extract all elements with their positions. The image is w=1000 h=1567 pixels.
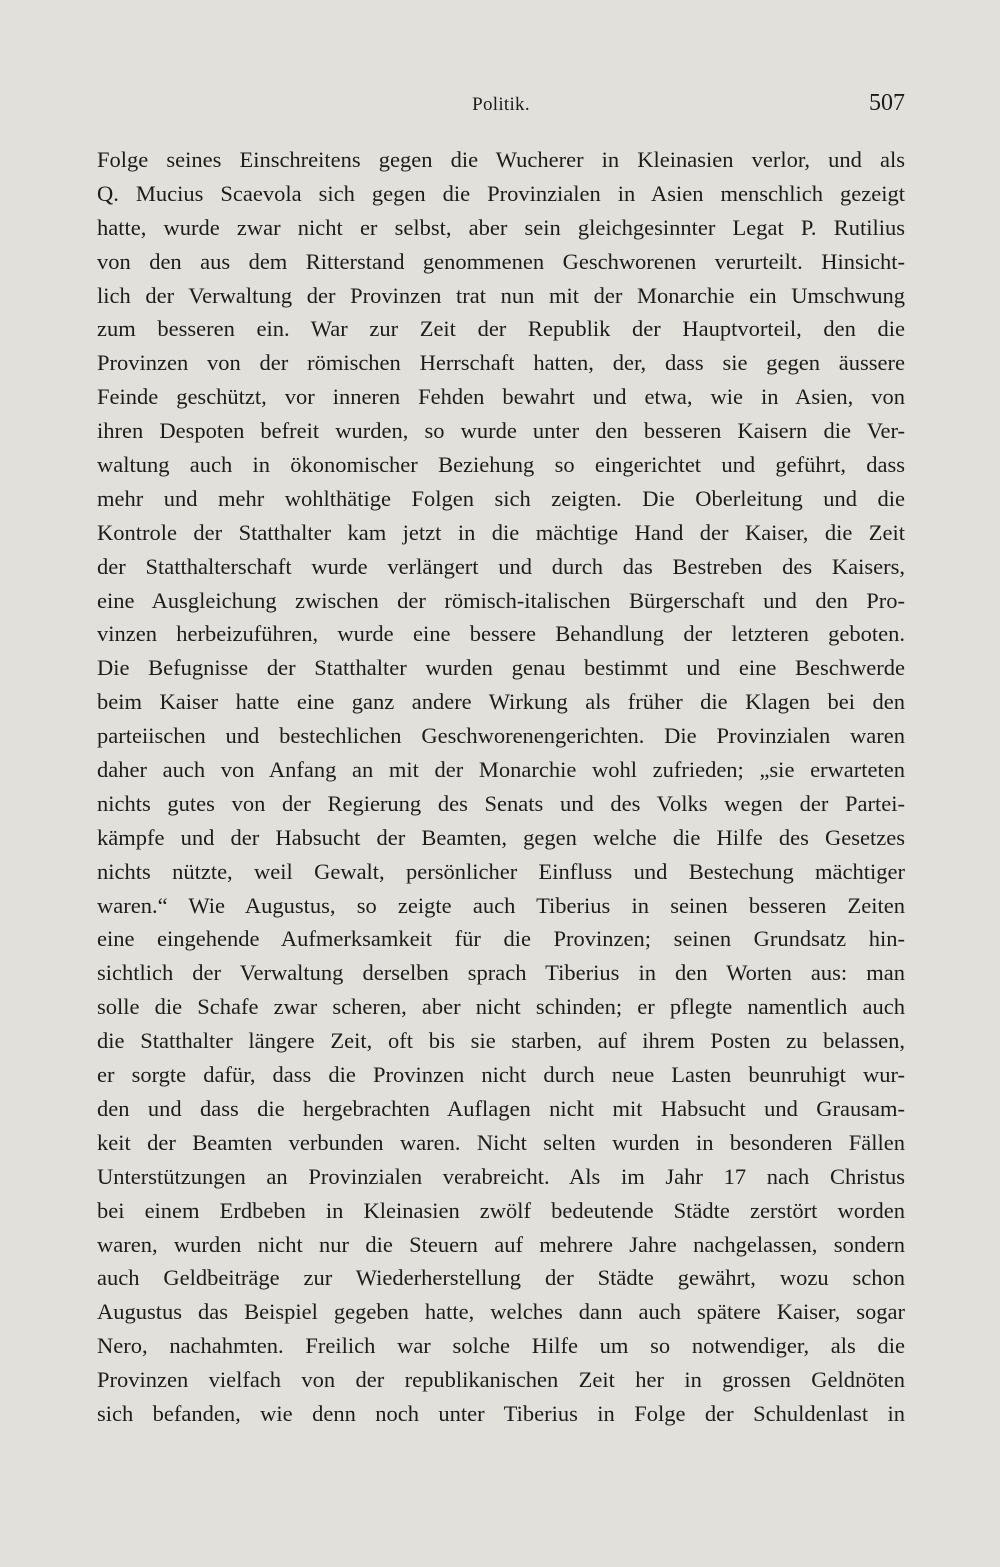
text-line: den und dass die hergebrachten Auflagen nicht mit Habsucht und Grausam- xyxy=(97,1095,905,1121)
text-line: keit der Beamten verbunden waren. Nicht selten wurden in besonderen Fällen xyxy=(97,1129,905,1155)
text-line: Feinde geschützt, vor inneren Fehden bewahrt und etwa, wie in Asien, von xyxy=(97,384,905,410)
text-line: sichtlich der Verwaltung derselben sprach Tiberius in den Worten aus: man xyxy=(97,960,905,986)
text-line: parteiischen und bestechlichen Geschworenengerichten. Die Provinzialen waren xyxy=(97,723,905,749)
text-line: Nero, nachahmten. Freilich war solche Hilfe um so notwendiger, als die xyxy=(97,1333,905,1359)
text-line: mehr und mehr wohlthätige Folgen sich zeigten. Die Oberleitung und die xyxy=(97,485,905,511)
text-line: hatte, wurde zwar nicht er selbst, aber sein gleichgesinnter Legat P. Rutilius xyxy=(97,214,905,240)
text-line: nichts nützte, weil Gewalt, persönlicher Einfluss und Bestechung mächtiger xyxy=(97,858,905,884)
text-line: Folge seines Einschreitens gegen die Wucherer in Kleinasien verlor, und als xyxy=(97,147,905,172)
text-line: waltung auch in ökonomischer Beziehung so eingerichtet und geführt, dass xyxy=(97,452,905,478)
text-line: der Statthalterschaft wurde verlängert und durch das Bestreben des Kaisers, xyxy=(97,553,905,579)
text-line: zum besseren ein. War zur Zeit der Republik der Hauptvorteil, den die xyxy=(97,316,905,342)
body-text xyxy=(97,143,905,1431)
text-line: Kontrole der Statthalter kam jetzt in die mächtige Hand der Kaiser, die Zeit xyxy=(97,519,905,545)
running-title: Politik. xyxy=(472,94,530,115)
text-line: beim Kaiser hatte eine ganz andere Wirkung als früher die Klagen bei den xyxy=(97,689,905,715)
text-line: kämpfe und der Habsucht der Beamten, gegen welche die Hilfe des Gesetzes xyxy=(97,824,905,850)
text-line: nichts gutes von der Regierung des Senats und des Volks wegen der Partei- xyxy=(97,790,905,816)
text-line: Provinzen von der römischen Herrschaft hatten, der, dass sie gegen äussere xyxy=(97,350,905,376)
text-line: solle die Schafe zwar scheren, aber nicht schinden; er pflegte namentlich auch xyxy=(97,994,905,1020)
text-line: Provinzen vielfach von der republikanischen Zeit her in grossen Geldnöten xyxy=(97,1367,905,1393)
text-line: Q. Mucius Scaevola sich gegen die Provinzialen in Asien menschlich gezeigt xyxy=(97,180,905,206)
page-number: 507 xyxy=(869,90,905,116)
text-line: von den aus dem Ritterstand genommenen Geschworenen verurteilt. Hinsicht- xyxy=(97,248,905,274)
text-line: waren, wurden nicht nur die Steuern auf mehrere Jahre nachgelassen, sondern xyxy=(97,1231,905,1257)
text-line: bei einem Erdbeben in Kleinasien zwölf bedeutende Städte zerstört worden xyxy=(97,1197,905,1223)
text-line: daher auch von Anfang an mit der Monarchie wohl zufrieden; „sie erwarteten xyxy=(97,757,905,783)
text-line: waren.“ Wie Augustus, so zeigte auch Tiberius in seinen besseren Zeiten xyxy=(97,892,905,918)
text-line: sich befanden, wie denn noch unter Tiberius in Folge der Schuldenlast in xyxy=(97,1400,905,1426)
text-line: auch Geldbeiträge zur Wiederherstellung der Städte gewährt, wozu schon xyxy=(97,1265,905,1291)
text-line: Die Befugnisse der Statthalter wurden genau bestimmt und eine Beschwerde xyxy=(97,655,905,681)
text-line: lich der Verwaltung der Provinzen trat nun mit der Monarchie ein Umschwung xyxy=(97,282,905,308)
text-line: die Statthalter längere Zeit, oft bis sie starben, auf ihrem Posten zu belassen, xyxy=(97,1028,905,1054)
text-line: er sorgte dafür, dass die Provinzen nicht durch neue Lasten beunruhigt wur- xyxy=(97,1062,905,1088)
text-line: eine eingehende Aufmerksamkeit für die Provinzen; seinen Grundsatz hin- xyxy=(97,926,905,952)
text-line: eine Ausgleichung zwischen der römisch-italischen Bürgerschaft und den Pro- xyxy=(97,587,905,613)
running-head xyxy=(97,88,905,124)
text-line: Unterstützungen an Provinzialen verabreicht. Als im Jahr 17 nach Christus xyxy=(97,1163,905,1189)
text-line: Augustus das Beispiel gegeben hatte, welches dann auch spätere Kaiser, sogar xyxy=(97,1299,905,1325)
text-line: ihren Despoten befreit wurden, so wurde unter den besseren Kaisern die Ver- xyxy=(97,418,905,444)
text-line: vinzen herbeizuführen, wurde eine bessere Behandlung der letzteren geboten. xyxy=(97,621,905,647)
